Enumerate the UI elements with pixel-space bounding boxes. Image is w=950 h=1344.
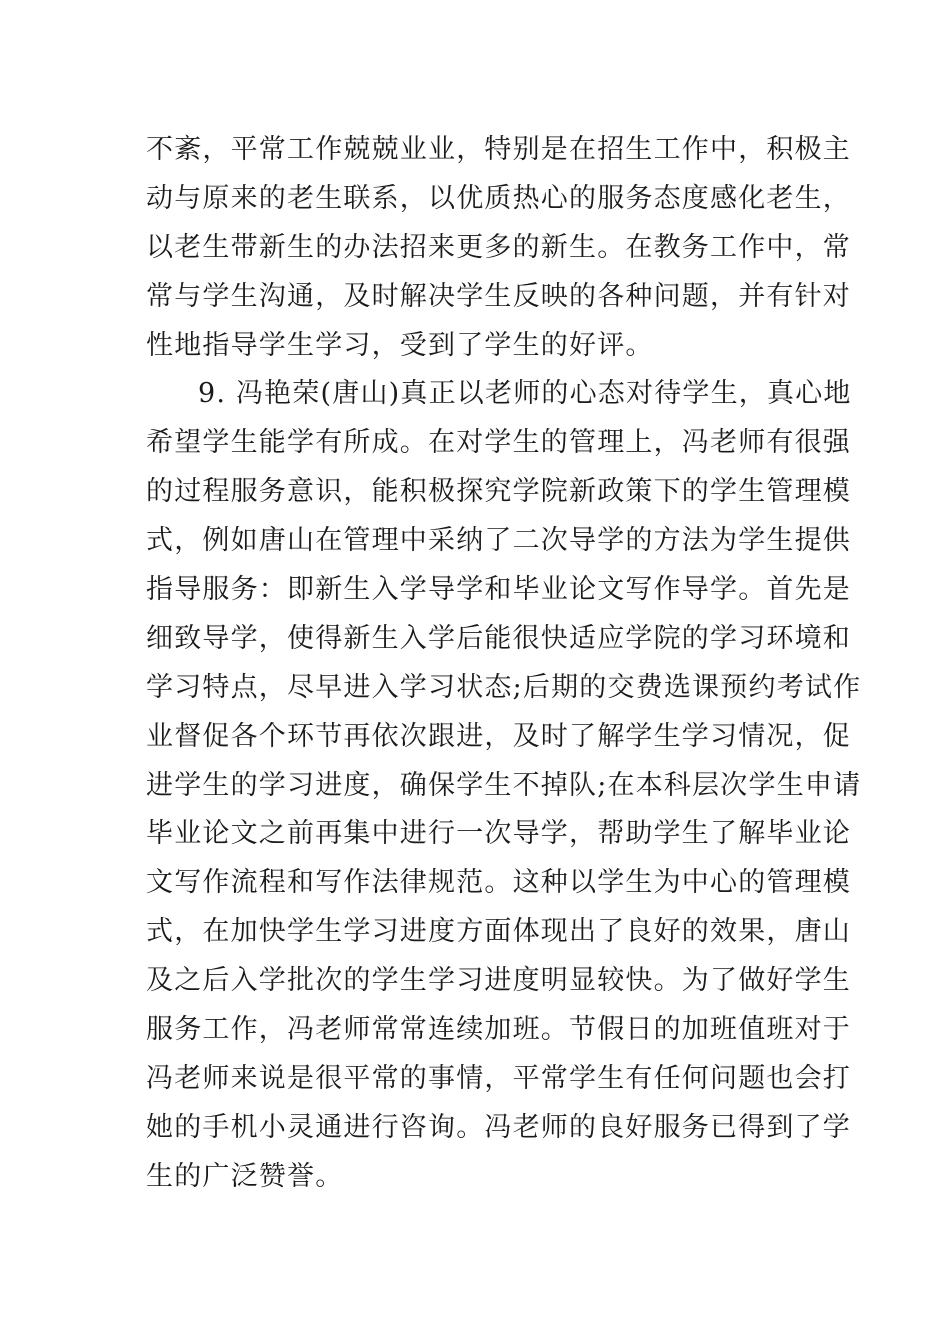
text-line: 9. 冯艳荣(唐山)真正以老师的心态对待学生，真心地 — [198, 378, 852, 410]
text-line: 以老生带新生的办法招来更多的新生。在教务工作中，常 — [146, 231, 851, 263]
text-line: 学习特点，尽早进入学习状态;后期的交费选课预约考试作 — [146, 671, 862, 703]
text-line: 指导服务：即新生入学导学和毕业论文写作导学。首先是 — [146, 574, 851, 606]
paragraph-continuation — [146, 126, 851, 370]
text-line: 的过程服务意识，能积极探究学院新政策下的学生管理模 — [146, 476, 851, 508]
text-line: 不紊，平常工作兢兢业业，特别是在招生工作中，积极主 — [146, 134, 851, 165]
text-line: 及之后入学批次的学生学习进度明显较快。为了做好学生 — [146, 965, 851, 997]
text-line: 性地指导学生学习，受到了学生的好评。 — [146, 329, 654, 361]
text-line: 她的手机小灵通进行咨询。冯老师的良好服务已得到了学 — [146, 1111, 851, 1143]
text-line: 服务工作，冯老师常常连续加班。节假日的加班值班对于 — [146, 1014, 851, 1046]
text-line: 细致导学，使得新生入学后能很快适应学院的学习环境和 — [146, 622, 851, 654]
document-body — [146, 126, 862, 1202]
text-line: 式，例如唐山在管理中采纳了二次导学的方法为学生提供 — [146, 525, 851, 557]
text-line: 冯老师来说是很平常的事情，平常学生有任何问题也会打 — [146, 1062, 851, 1094]
paragraph-9 — [146, 370, 862, 1201]
text-line: 常与学生沟通，及时解决学生反映的各种问题，并有针对 — [146, 280, 851, 312]
text-line: 生的广泛赞誉。 — [146, 1160, 344, 1192]
text-line: 毕业论文之前再集中进行一次导学，帮助学生了解毕业论 — [146, 818, 851, 850]
text-line: 文写作流程和写作法律规范。这种以学生为中心的管理模 — [146, 867, 851, 899]
text-line: 进学生的学习进度，确保学生不掉队;在本科层次学生申请 — [146, 769, 862, 801]
text-line: 动与原来的老生联系，以优质热心的服务态度感化老生， — [146, 182, 851, 214]
text-line: 式，在加快学生学习进度方面体现出了良好的效果，唐山 — [146, 916, 851, 948]
text-line: 希望学生能学有所成。在对学生的管理上，冯老师有很强 — [146, 427, 851, 459]
text-line: 业督促各个环节再依次跟进，及时了解学生学习情况，促 — [146, 720, 851, 752]
